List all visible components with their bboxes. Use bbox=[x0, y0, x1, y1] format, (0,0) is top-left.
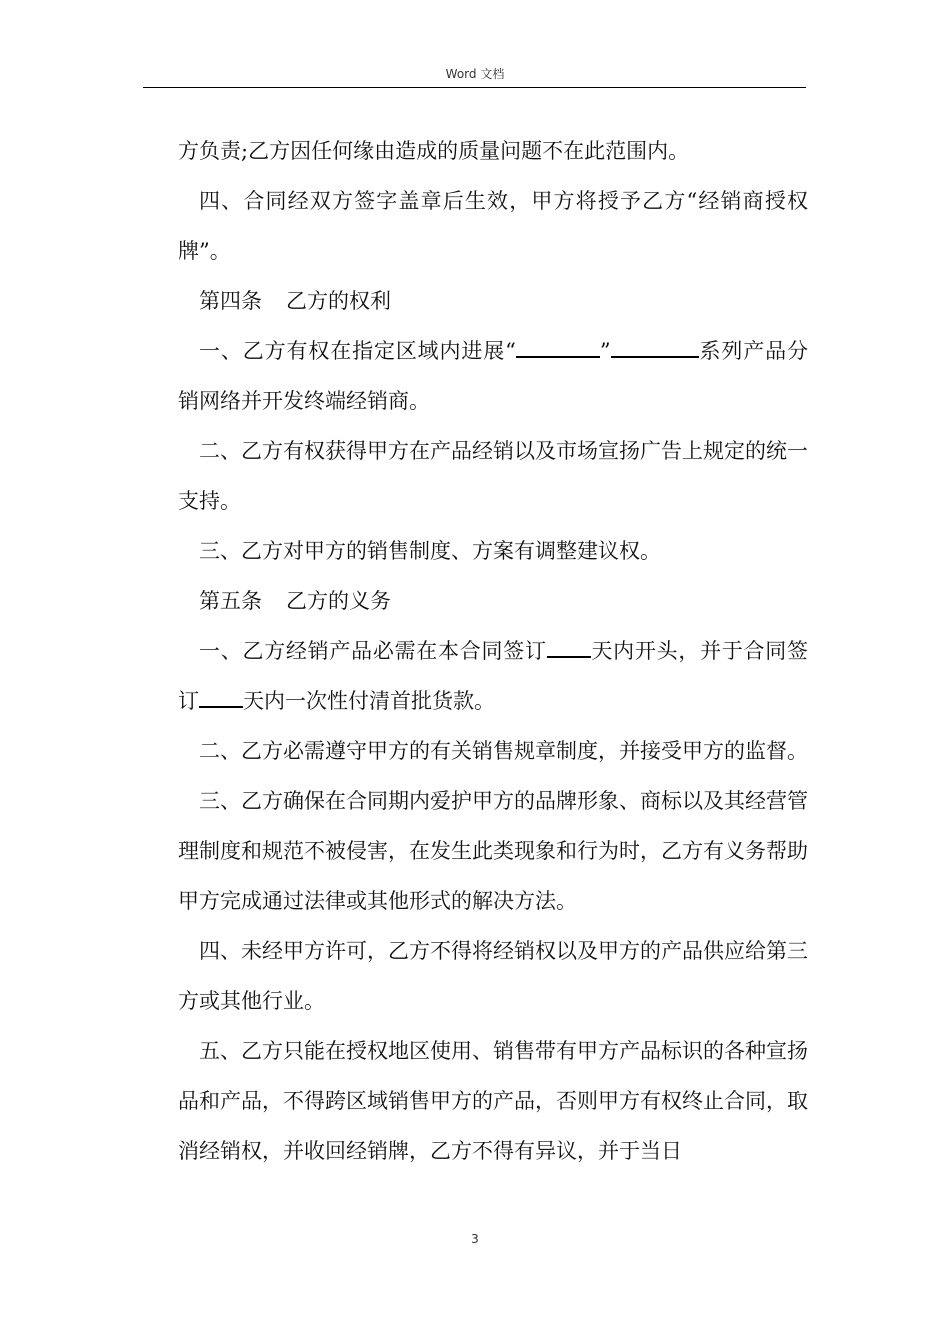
section-heading-4 bbox=[178, 276, 808, 326]
paragraph-4-text-b: ” bbox=[599, 339, 611, 363]
paragraph-10: 三、乙方确保在合同期内爱护甲方的品牌形象、商标以及其经营管理制度和规范不被侵害，在发生此类现象和行为时，乙方有义务帮助甲方完成通过法律或其他形式的解决方法。 bbox=[178, 789, 808, 913]
section-label: 第四条 bbox=[199, 289, 262, 313]
paragraph-4 bbox=[178, 326, 808, 426]
paragraph-5: 二、乙方有权获得甲方在产品经销以及市场宣扬广告上规定的统一支持。 bbox=[178, 439, 808, 513]
paragraph-4-text-a: 一、乙方有权在指定区域内进展“ bbox=[199, 339, 516, 363]
section-title: 乙方的义务 bbox=[286, 589, 391, 613]
paragraph-11: 四、未经甲方许可，乙方不得将经销权以及甲方的产品供应给第三方或其他行业。 bbox=[178, 939, 808, 1013]
paragraph-8-text-c: 天内一次性付清首批货款。 bbox=[243, 689, 495, 713]
paragraph-12: 五、乙方只能在授权地区使用、销售带有甲方产品标识的各种宣扬品和产品，不得跨区域销售甲方的产品，否则甲方有权终止合同，取消经销权，并收回经销牌，乙方不得有异议，并于当日 bbox=[178, 1039, 808, 1163]
section-heading-5 bbox=[178, 576, 808, 626]
fill-blank bbox=[547, 634, 591, 658]
header-title: Word 文档 bbox=[445, 67, 505, 81]
paragraph-6: 三、乙方对甲方的销售制度、方案有调整建议权。 bbox=[199, 539, 661, 563]
paragraph-1: 方负责;乙方因任何缘由造成的质量问题不在此范围内。 bbox=[178, 139, 690, 163]
header-divider bbox=[143, 87, 806, 88]
paragraph-8-text-b: 天内开头，并于合同签订 bbox=[178, 639, 809, 713]
section-title: 乙方的权利 bbox=[286, 289, 391, 313]
paragraph-2: 四、合同经双方签字盖章后生效，甲方将授予乙方“经销商授权牌”。 bbox=[178, 189, 808, 263]
page-header bbox=[0, 66, 950, 82]
section-label: 第五条 bbox=[199, 589, 262, 613]
paragraph-8 bbox=[178, 626, 808, 726]
paragraph-9: 二、乙方必需遵守甲方的有关销售规章制度，并接受甲方的监督。 bbox=[199, 739, 808, 763]
page-number: 3 bbox=[471, 1232, 479, 1246]
fill-blank bbox=[516, 334, 600, 358]
page-footer bbox=[0, 1231, 950, 1247]
fill-blank bbox=[199, 684, 243, 708]
paragraph-8-text-a: 一、乙方经销产品必需在本合同签订 bbox=[199, 639, 547, 663]
fill-blank bbox=[611, 334, 699, 358]
paragraph-4-text-c: 系列产品分销网络并开发终端经销商。 bbox=[178, 339, 808, 413]
document-body bbox=[178, 126, 808, 1176]
